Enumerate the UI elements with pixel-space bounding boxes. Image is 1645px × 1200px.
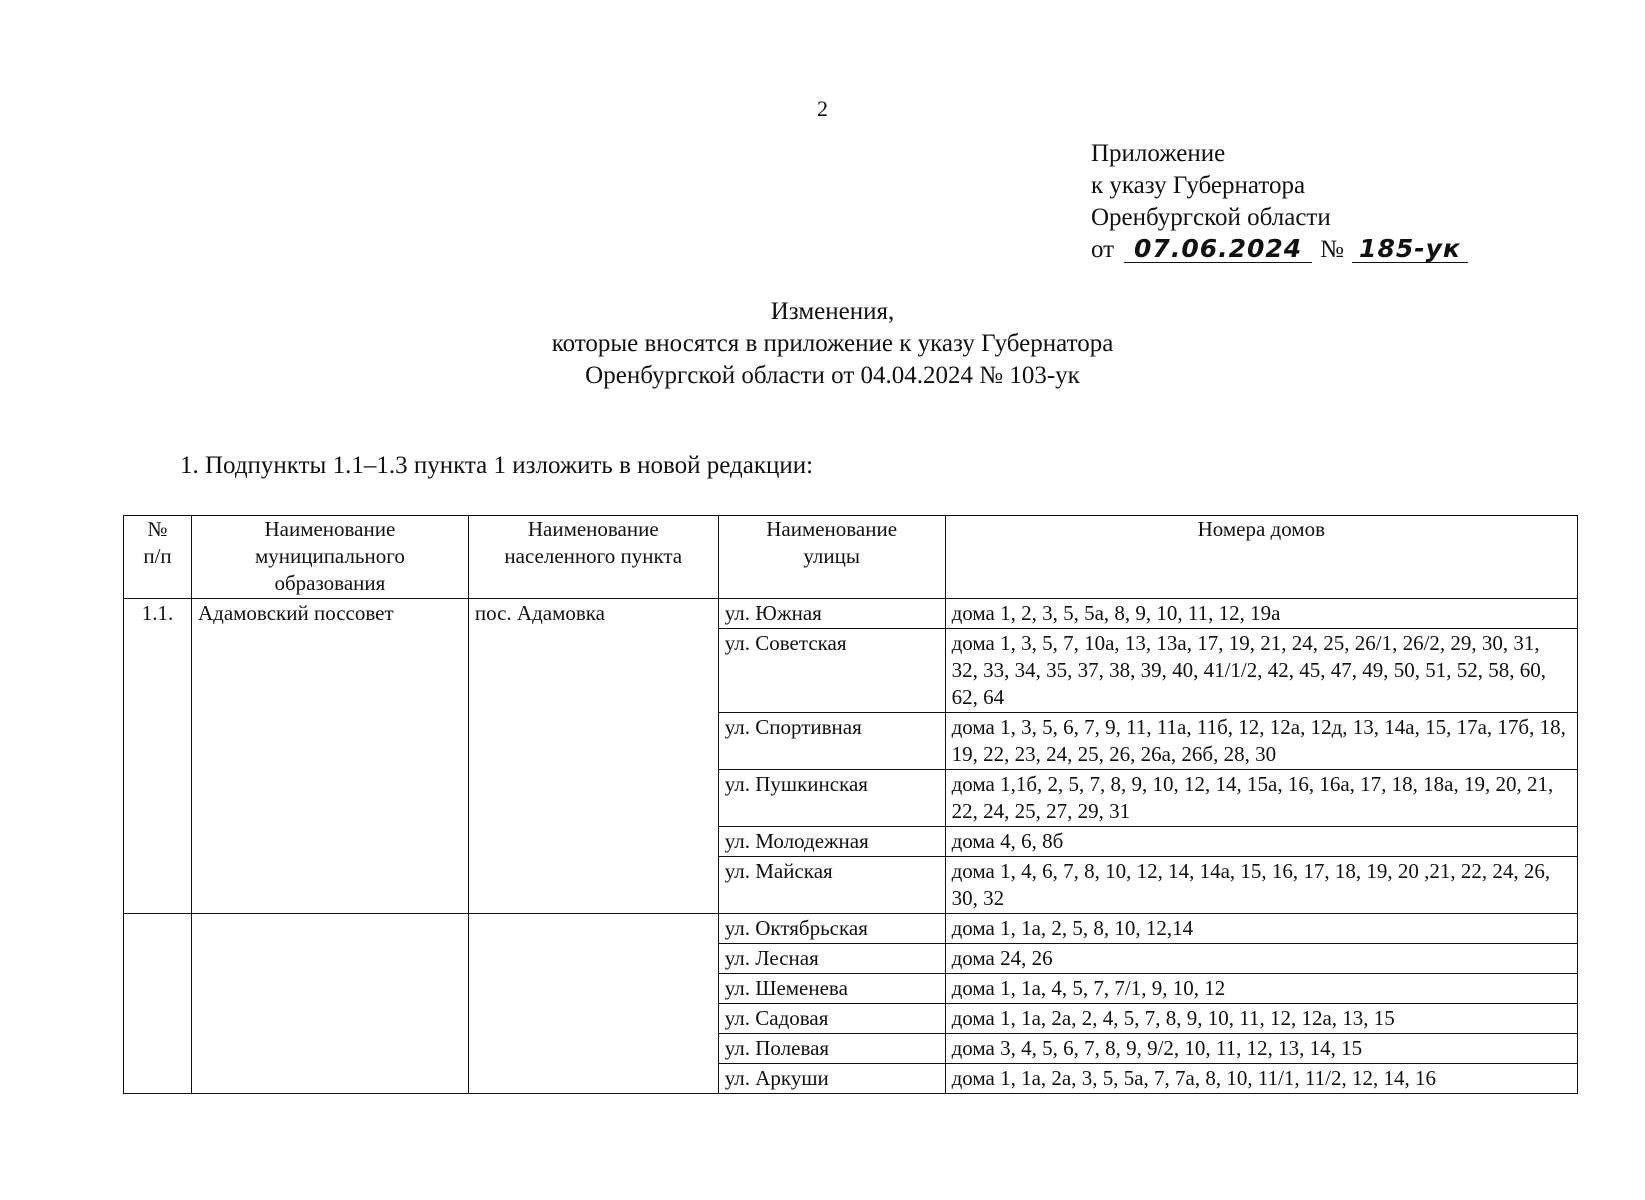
houses-cell: дома 1, 1а, 2а, 2, 4, 5, 7, 8, 9, 10, 11, 12, 12а, 13, 15	[945, 1004, 1577, 1034]
title-line-3: Оренбургской области от 04.04.2024 № 103-ук	[585, 362, 1080, 389]
municipality-cell	[191, 914, 468, 1094]
houses-cell: дома 1, 2, 3, 5, 5а, 8, 9, 10, 11, 12, 19а	[945, 599, 1577, 629]
header-municipality-line-1: Наименование	[264, 517, 396, 541]
header-num-line-2: п/п	[143, 544, 172, 568]
houses-cell: дома 4, 6, 8б	[945, 827, 1577, 857]
title-line-2: которые вносятся в приложение к указу Губернатора	[551, 330, 1114, 357]
header-street-line-2: улицы	[803, 544, 860, 568]
appendix-line-1: Приложение	[1091, 140, 1226, 167]
municipality-cell: Адамовский поссовет	[191, 599, 468, 914]
houses-cell: дома 1, 1а, 2, 5, 8, 10, 12,14	[945, 914, 1577, 944]
settlement-cell: пос. Адамовка	[468, 599, 718, 914]
handwritten-date: 07.06.2024	[1124, 236, 1312, 263]
number-label: №	[1320, 236, 1344, 263]
street-cell: ул. Южная	[718, 599, 945, 629]
title-line-1: Изменения,	[770, 298, 895, 325]
document-title	[0, 296, 1645, 392]
appendix-block	[1091, 138, 1468, 266]
street-cell: ул. Шеменева	[718, 974, 945, 1004]
houses-cell: дома 1, 1а, 4, 5, 7, 7/1, 9, 10, 12	[945, 974, 1577, 1004]
row-number-cell	[124, 914, 192, 1094]
page-number: 2	[817, 96, 828, 121]
street-cell: ул. Октябрьская	[718, 914, 945, 944]
street-cell: ул. Лесная	[718, 944, 945, 974]
streets-table	[123, 515, 1578, 1094]
header-municipality-line-3: образования	[274, 571, 386, 595]
header-street	[718, 516, 945, 599]
handwritten-number: 185-ук	[1352, 236, 1468, 263]
appendix-line-3: Оренбургской области	[1091, 204, 1331, 231]
street-cell: ул. Полевая	[718, 1034, 945, 1064]
street-cell: ул. Садовая	[718, 1004, 945, 1034]
from-label: от	[1091, 236, 1115, 263]
table-header-row	[124, 516, 1578, 599]
table-row	[124, 914, 1578, 944]
row-number-cell: 1.1.	[124, 599, 192, 914]
appendix-line-2: к указу Губернатора	[1091, 172, 1306, 199]
header-houses: Номера домов	[945, 516, 1577, 599]
appendix-date-line	[1091, 234, 1468, 266]
table-row	[124, 599, 1578, 629]
header-municipality-line-2: муниципального	[254, 544, 405, 568]
header-settlement-line-1: Наименование	[527, 517, 659, 541]
street-cell: ул. Молодежная	[718, 827, 945, 857]
settlement-cell	[468, 914, 718, 1094]
header-municipality	[191, 516, 468, 599]
street-cell: ул. Спортивная	[718, 713, 945, 770]
houses-cell: дома 1, 1а, 2а, 3, 5, 5а, 7, 7а, 8, 10, 11/1, 11/2, 12, 14, 16	[945, 1064, 1577, 1094]
houses-cell: дома 1,1б, 2, 5, 7, 8, 9, 10, 12, 14, 15а, 16, 16а, 17, 18, 18а, 19, 20, 21, 22, 24, 25, 27, 29, 31	[945, 770, 1577, 827]
houses-cell: дома 1, 4, 6, 7, 8, 10, 12, 14, 14а, 15, 16, 17, 18, 19, 20 ,21, 22, 24, 26, 30, 32	[945, 857, 1577, 914]
houses-cell: дома 24, 26	[945, 944, 1577, 974]
houses-cell: дома 1, 3, 5, 6, 7, 9, 11, 11а, 11б, 12, 12а, 12д, 13, 14а, 15, 17а, 17б, 18, 19, 22, 23, 24, 25, 26, 26а, 26б, 28, 30	[945, 713, 1577, 770]
header-settlement-line-2: населенного пункта	[504, 544, 683, 568]
street-cell: ул. Аркуши	[718, 1064, 945, 1094]
header-settlement	[468, 516, 718, 599]
instruction-text: 1. Подпункты 1.1–1.3 пункта 1 изложить в новой редакции:	[180, 452, 814, 479]
street-cell: ул. Майская	[718, 857, 945, 914]
header-street-line-1: Наименование	[766, 517, 898, 541]
street-cell: ул. Пушкинская	[718, 770, 945, 827]
header-num-line-1: №	[147, 517, 168, 541]
street-cell: ул. Советская	[718, 629, 945, 713]
houses-cell: дома 3, 4, 5, 6, 7, 8, 9, 9/2, 10, 11, 12, 13, 14, 15	[945, 1034, 1577, 1064]
header-num	[124, 516, 192, 599]
houses-cell: дома 1, 3, 5, 7, 10а, 13, 13а, 17, 19, 21, 24, 25, 26/1, 26/2, 29, 30, 31, 32, 33, 34, 35, 37, 38, 39, 40, 41/1/2, 42, 45, 47, 49, 50, 51, 52, 58, 60, 62, 64	[945, 629, 1577, 713]
